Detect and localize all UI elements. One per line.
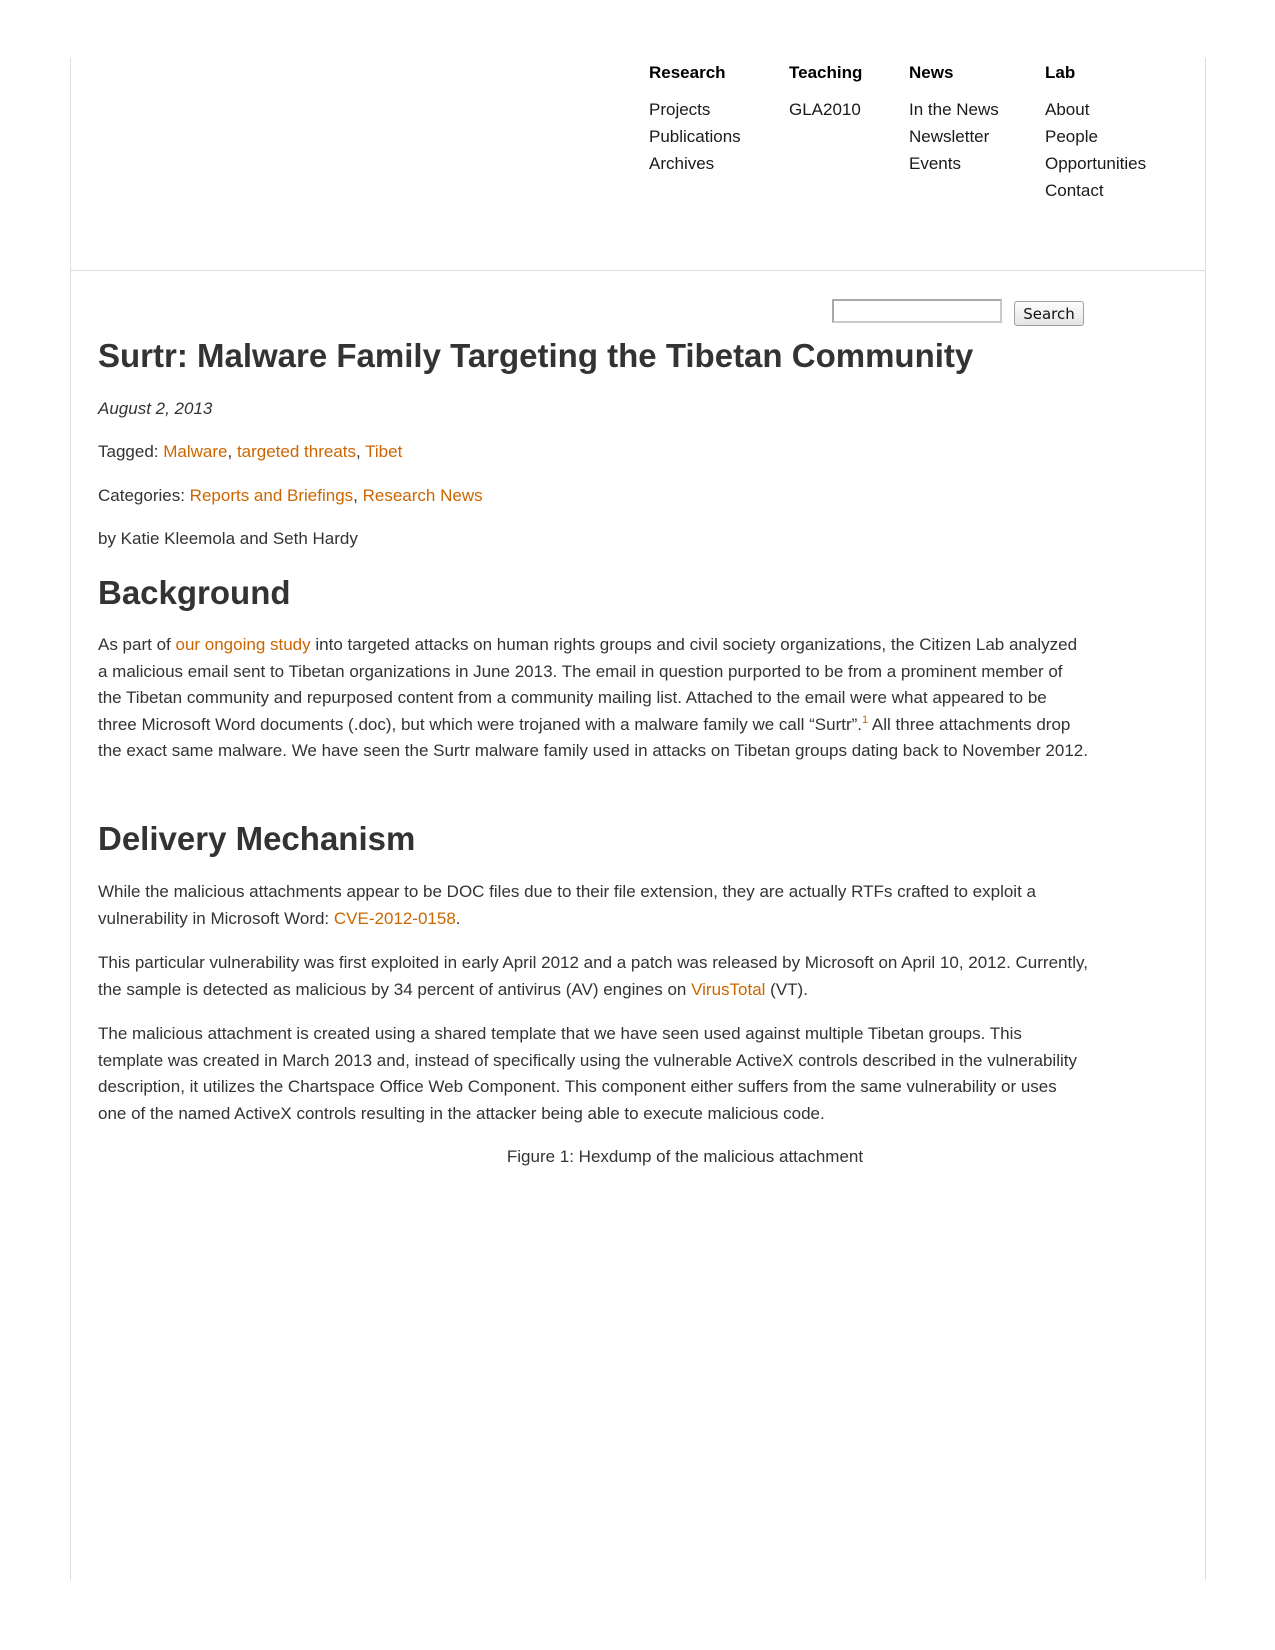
header-divider	[70, 270, 1206, 271]
search-button[interactable]: Search	[1014, 301, 1084, 326]
virustotal-link[interactable]: VirusTotal	[691, 979, 766, 999]
post-categories: Categories: Reports and Briefings, Research News	[98, 486, 483, 505]
nav-link-people[interactable]: People	[1045, 127, 1098, 146]
nav-heading-news[interactable]: News	[909, 63, 954, 82]
cve-link[interactable]: CVE-2012-0158	[333, 908, 456, 928]
footnote-1-link[interactable]: 1	[862, 713, 869, 726]
background-paragraph	[98, 632, 1088, 765]
nav-column-lab	[1045, 62, 1146, 204]
nav-link-projects[interactable]: Projects	[649, 100, 711, 119]
nav-column-research	[649, 62, 741, 177]
delivery-paragraph-1	[98, 879, 1088, 932]
categories-label: Categories:	[98, 486, 185, 505]
ongoing-study-link[interactable]: our ongoing study	[175, 635, 311, 654]
delivery-paragraph-2	[98, 950, 1088, 1003]
article	[98, 335, 1088, 1166]
figure-caption: Figure 1: Hexdump of the malicious attachment	[506, 1147, 864, 1166]
text-segment: (VT).	[765, 979, 808, 999]
section-heading-background: Background	[98, 574, 291, 611]
text-segment: .	[455, 908, 461, 928]
text-segment: As part of	[98, 635, 176, 654]
nav-link-newsletter[interactable]: Newsletter	[909, 127, 990, 146]
category-link-reports-and-briefings[interactable]: Reports and Briefings	[189, 486, 354, 505]
nav-heading-lab[interactable]: Lab	[1045, 63, 1076, 82]
text-segment: This particular vulnerability was first exploited in early April 2012 and a patch was released by Microsoft on April 10, 2012. Currently, the sample is detected as malicious by 34 percent of antivirus (AV) engines on	[98, 953, 1088, 999]
section-heading-delivery-mechanism: Delivery Mechanism	[98, 820, 416, 857]
nav-heading-teaching[interactable]: Teaching	[789, 63, 863, 82]
nav-link-opportunities[interactable]: Opportunities	[1045, 154, 1147, 173]
text-segment: into targeted attacks on human rights groups and civil society organizations, the Citizen Lab analyzed a malicious email sent to Tibetan organizations in June 2013. The email in question purported to be from a prominent member of the Tibetan community and repurposed content from a community mailing list. Attached to the email were what appeared to be three Microsoft Word documents (.doc), but which were trojaned with a malware family we call “Surtr”.	[98, 635, 1078, 734]
tagged-label: Tagged:	[98, 442, 159, 461]
search-input[interactable]	[832, 299, 1002, 323]
tag-link-tibet[interactable]: Tibet	[365, 442, 403, 461]
nav-link-events[interactable]: Events	[909, 154, 961, 173]
nav-column-teaching	[789, 62, 862, 123]
nav-link-contact[interactable]: Contact	[1045, 181, 1104, 200]
nav-link-in-the-news[interactable]: In the News	[909, 100, 999, 119]
page-title: Surtr: Malware Family Targeting the Tibetan Community	[98, 337, 974, 374]
text-segment: While the malicious attachments appear to be DOC files due to their file extension, they are actually RTFs crafted to exploit a vulnerability in Microsoft Word:	[98, 882, 1036, 928]
tag-link-targeted-threats[interactable]: targeted threats	[236, 442, 357, 461]
nav-link-about[interactable]: About	[1045, 100, 1090, 119]
delivery-paragraph-3: The malicious attachment is created using a shared template that we have seen used against multiple Tibetan groups. This template was created in March 2013 and, instead of specifically using the vulnerable ActiveX controls described in the vulnerability description, it utilizes the Chartspace Office Web Component. This component either suffers from the same vulnerability or uses one of the named ActiveX controls resulting in the attacker being able to execute malicious code.	[98, 1024, 1077, 1123]
nav-link-archives[interactable]: Archives	[649, 154, 715, 173]
post-date: August 2, 2013	[98, 399, 213, 418]
nav-column-news	[909, 62, 999, 177]
nav-link-publications[interactable]: Publications	[649, 127, 741, 146]
category-link-research-news[interactable]: Research News	[362, 486, 483, 505]
post-tags: Tagged: Malware, targeted threats, Tibet	[98, 442, 403, 461]
nav-heading-research[interactable]: Research	[649, 63, 726, 82]
tag-link-malware[interactable]: Malware	[163, 442, 228, 461]
post-byline: by Katie Kleemola and Seth Hardy	[98, 529, 358, 548]
text-segment: All three attachments drop the exact same malware. We have seen the Surtr malware family used in attacks on Tibetan groups dating back to November 2012.	[98, 714, 1088, 761]
nav-link-gla2010[interactable]: GLA2010	[789, 100, 861, 119]
